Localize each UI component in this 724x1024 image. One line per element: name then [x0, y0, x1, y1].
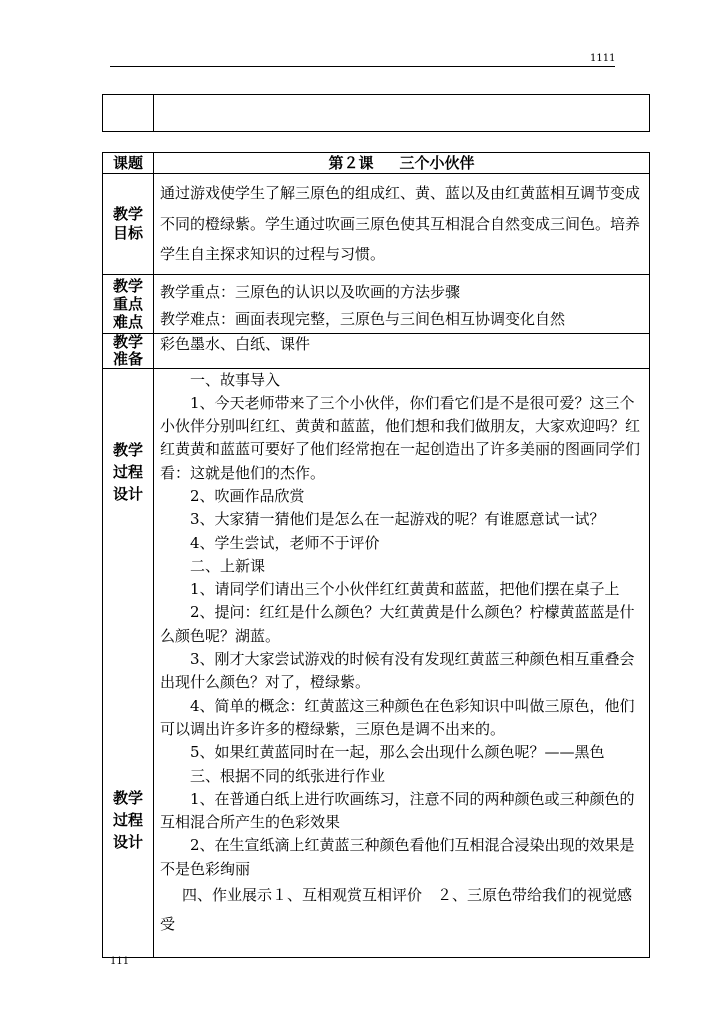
lesson-title: [154, 153, 650, 174]
key-row: [103, 274, 650, 333]
process-item: 1、请同学们请出三个小伙伴红红黄黄和蓝蓝，把他们摆在桌子上: [190, 580, 620, 599]
process-label-line-2: 过程: [112, 462, 143, 481]
process-item: 4、简单的概念：红黄蓝这三种颜色在色彩知识中叫做三原色，他们可以调出许多许多的橙绿紫，三原色是调不出来的。: [160, 696, 635, 738]
difficulties-text: 教学难点：画面表现完整，三原色与三间色相互协调变化自然: [160, 309, 566, 328]
goal-cell: [154, 174, 650, 275]
process-label-cell: [103, 368, 154, 958]
process-label-repeat-line-1: 教学: [112, 788, 143, 807]
top-empty-table: [102, 94, 650, 132]
process-label-repeat-line-3: 设计: [112, 832, 143, 851]
process-section-3: 三、根据不同的纸张进行作业: [190, 766, 386, 785]
footer-page-number: 111: [110, 956, 130, 967]
process-section-1: 一、故事导入: [190, 370, 281, 389]
title-row: [103, 153, 650, 174]
process-row: [103, 368, 650, 958]
process-item: 5、如果红黄蓝同时在一起，那么会出现什么颜色呢？——黑色: [190, 743, 605, 762]
key-label-line-1: 教学: [112, 276, 143, 295]
process-label-repeat-line-2: 过程: [112, 810, 143, 829]
key-label: [103, 274, 154, 333]
process-section-2: 二、上新课: [190, 556, 266, 575]
prep-text: 彩色墨水、白纸、课件: [160, 334, 311, 353]
prep-row: [103, 333, 650, 368]
lesson-number: 第２课: [328, 154, 374, 172]
top-empty-cell-1: [103, 95, 154, 132]
goal-row: [103, 174, 650, 275]
lesson-name: 三个小伙伴: [399, 154, 475, 172]
goal-label: [103, 174, 154, 275]
prep-label: [103, 333, 154, 368]
prep-label-line-1: 教学: [112, 332, 143, 351]
process-label-line-3: 设计: [112, 484, 143, 503]
process-item: 2、吹画作品欣赏: [190, 486, 305, 505]
key-label-line-3: 难点: [112, 312, 143, 331]
goal-text: 通过游戏使学生了解三原色的组成红、黄、蓝以及由红黄蓝相互调节变成不同的橙绿紫。学生通过吹画三原色使其互相混合自然变成三间色。培养学生自主探求知识的过程与习惯。: [160, 184, 641, 263]
process-label: [103, 439, 153, 505]
process-label-line-1: 教学: [112, 440, 143, 459]
title-label: 课题: [103, 153, 154, 174]
process-cell: [154, 368, 650, 958]
header-rule: [110, 66, 615, 67]
lesson-plan-table: [102, 152, 650, 958]
process-item: 1、在普通白纸上进行吹画练习，注意不同的两种颜色或三种颜色的互相混合所产生的色彩效果: [160, 789, 635, 832]
goal-label-line-2: 目标: [112, 223, 143, 242]
process-item: 3、刚才大家尝试游戏的时候有没有发现红黄蓝三种颜色相互重叠会出现什么颜色？对了，橙绿紫。: [160, 650, 635, 692]
key-cell: [154, 274, 650, 333]
key-label-line-2: 重点: [112, 294, 143, 313]
header-page-number: 1111: [590, 53, 616, 64]
goal-label-line-1: 教学: [112, 204, 143, 223]
process-label-repeat: [103, 787, 153, 853]
process-item: 1、今天老师带来了三个小伙伴，你们看它们是不是很可爱？这三个小伙伴分别叫红红、黄黄和蓝蓝，他们想和我们做朋友，大家欢迎吗？红红黄黄和蓝蓝可要好了他们经常抱在一起创造出了许多美丽的图画同学们看：这就是他们的杰作。: [160, 393, 641, 482]
process-section-4: 四、作业展示１、互相观赏互相评价 ２、三原色带给我们的视觉感受: [160, 886, 633, 934]
process-item: 4、学生尝试，老师不于评价: [190, 533, 380, 552]
process-item: 3、大家猜一猜他们是怎么在一起游戏的呢？有谁愿意试一试？: [190, 510, 605, 529]
key-points-text: 教学重点：三原色的认识以及吹画的方法步骤: [160, 282, 461, 301]
process-item: 2、提问：红红是什么颜色？大红黄黄是什么颜色？柠檬黄蓝蓝是什么颜色呢？湖蓝。: [160, 603, 635, 645]
prep-cell: [154, 333, 650, 368]
process-item: 2、在生宣纸滴上红黄蓝三种颜色看他们互相混合浸染出现的效果是不是色彩绚丽: [160, 836, 635, 878]
top-empty-cell-2: [154, 95, 650, 132]
prep-label-line-2: 准备: [112, 349, 143, 368]
